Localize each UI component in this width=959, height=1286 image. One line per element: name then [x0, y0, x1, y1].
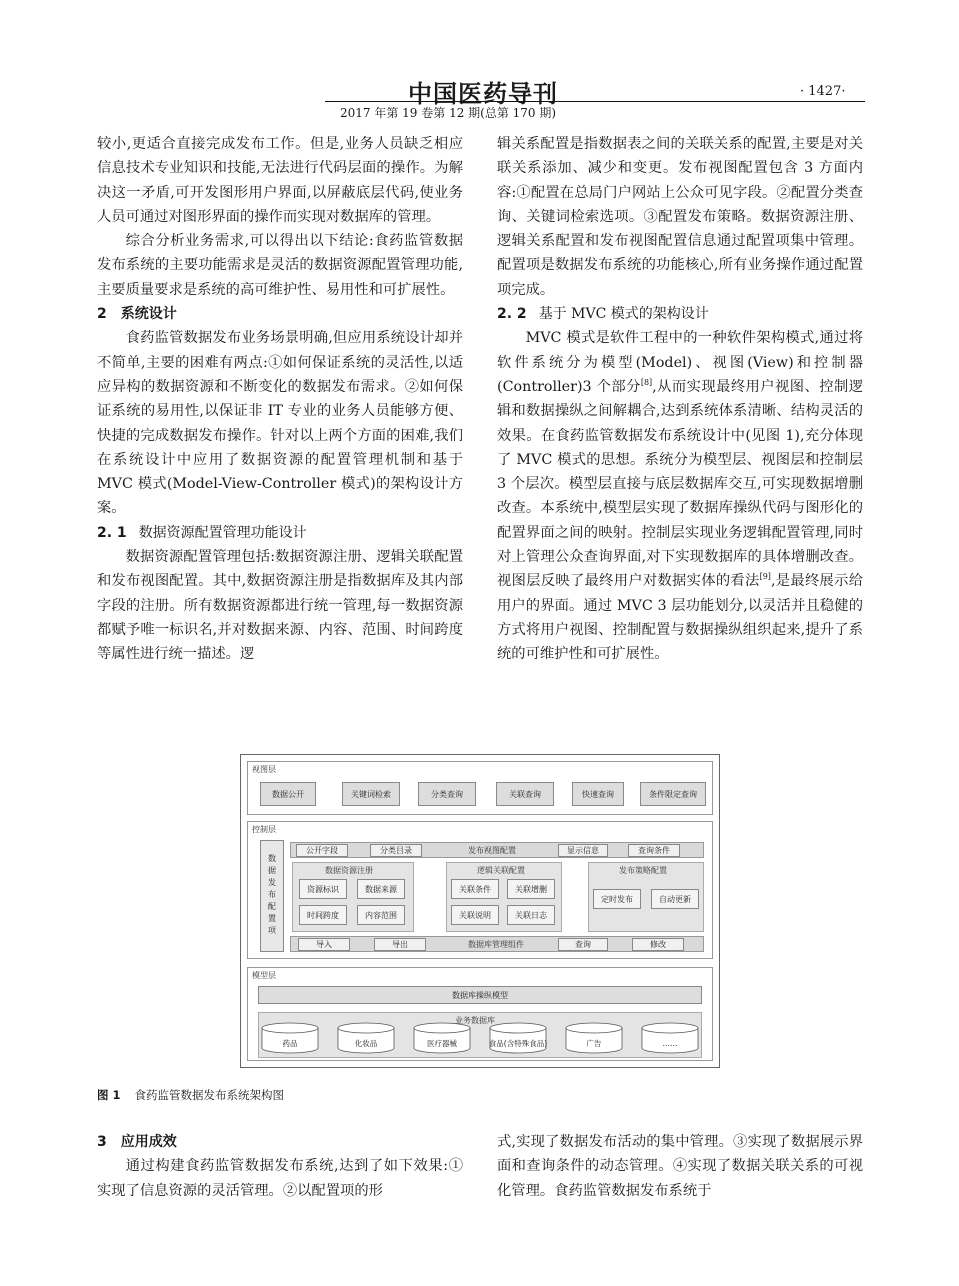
database-cylinder — [338, 1023, 394, 1053]
bottom-row-item: 导入 — [298, 938, 350, 951]
paragraph: 辑关系配置是指数据表之间的关联关系的配置,主要是对关联关系添加、减少和变更。发布视图配置包含 3 方面内容:①配置在总局门户网站上公众可见字段。②配置分类查询、关键词检索选项。③配置发布策略。数据资源注册、逻辑关系配置和发布视图配置信息通过配置项集中管理。配置项是数据发布系统的功能核心,所有业务操作通过配置项完成。 — [497, 136, 863, 298]
bottom-row-title: 数据库管理组件 — [468, 940, 524, 949]
section-heading: 3 应用成效 — [97, 1134, 177, 1150]
reg-item: 资源标识 — [299, 879, 347, 899]
bottom-row-item: 查询 — [558, 938, 608, 951]
paragraph: 综合分析业务需求,可以得出以下结论:食药监管数据发布系统的主要功能需求是灵活的数据资源配置管理功能,主要质量要求是系统的高可维护性、易用性和可扩展性。 — [97, 233, 463, 298]
paragraph: 食药监管数据发布业务场景明确,但应用系统设计却并不简单,主要的困难有两点:①如何保证系统的灵活性,以适应异构的数据资源和不断变化的数据发布需求。②如何保证系统的易用性,以保证非 IT 专业的业务人员能够方便、快捷的完成数据发布操作。针对以上两个方面的困难,我们在系统设计中应用了数据资源的配置管理机制和基于 MVC 模式(Model-View-Controller 模式)的架构设计方案。 — [97, 330, 463, 517]
database-label: 广告 — [586, 1039, 602, 1048]
section-heading: 2 系统设计 — [97, 306, 177, 323]
group-title: 数据资源注册 — [325, 866, 373, 875]
logic-item: 关联增删 — [507, 879, 555, 899]
database-cylinder — [262, 1023, 318, 1053]
config-side-label: 数据发布配置项 — [260, 840, 284, 952]
header-rule — [325, 101, 865, 102]
control-layer — [247, 821, 713, 959]
database-label: 食品(含特殊食品) — [488, 1039, 548, 1048]
paragraph: 数据资源配置管理包括:数据资源注册、逻辑关联配置和发布视图配置。其中,数据资源注册是指数据库及其内部字段的注册。所有数据资源都进行统一管理,每一数据资源都赋予唯一标识名,并对数据来源、内容、范围、时间跨度等属性进行统一描述。逻 — [97, 549, 463, 663]
subsection-number: 2. 2 — [497, 306, 527, 323]
subsection-title: 基于 MVC 模式的架构设计 — [538, 306, 709, 323]
subsection-heading — [497, 302, 863, 326]
database-cylinder — [489, 1023, 547, 1053]
group-title: 逻辑关联配置 — [477, 866, 525, 875]
paragraph — [497, 326, 863, 666]
paragraph-text: ,是最终展示给用户的界面。通过 MVC 3 层功能划分,以灵活并且稳健的方式将用户视图、控制配置与数据操纵组织起来,提升了系统的可维护性和可扩展性。 — [497, 573, 864, 663]
view-button: 条件限定查询 — [640, 782, 706, 806]
publish-strategy-group — [588, 862, 704, 932]
figure-number: 图 1 — [97, 1088, 121, 1102]
logic-association-group — [446, 862, 562, 932]
publish-item: 定时发布 — [593, 889, 641, 909]
right-column — [497, 132, 863, 667]
issue-info: 2017 年第 19 卷第 12 期(总第 170 期) — [340, 106, 557, 120]
journal-title: 中国医药导刊 — [408, 80, 558, 108]
view-layer-label: 视图层 — [252, 765, 276, 774]
database-label: 药品 — [282, 1039, 298, 1048]
paragraph-text: MVC 模式是软件工程中的一种软件架构模式,通过将软件系统分为模型(Model)、视图(View)和控制器(Controller)3 个部分 — [497, 330, 863, 395]
database-label: 医疗器械 — [427, 1039, 457, 1048]
citation[interactable]: [8] — [640, 378, 653, 388]
database-label: 化妆品 — [354, 1039, 378, 1048]
view-button: 分类查询 — [418, 782, 476, 806]
paragraph: 较小,更适合直接完成发布工作。但是,业务人员缺乏相应信息技术专业知识和技能,无法进行代码层面的操作。为解决这一矛盾,可开发图形用户界面,以屏蔽底层代码,使业务人员可通过对图形界面的操作而实现对数据库的管理。 — [97, 136, 463, 225]
model-layer-label: 模型层 — [252, 971, 276, 980]
database-cylinders — [258, 1012, 700, 1058]
top-row-item: 查询条件 — [628, 844, 680, 857]
subsection-number: 2. 1 — [97, 524, 127, 541]
section3-right — [497, 1130, 863, 1203]
view-button: 数据公开 — [260, 782, 316, 806]
database-cylinder — [642, 1023, 698, 1053]
bottom-row-item: 导出 — [374, 938, 426, 951]
subsection-heading — [97, 521, 463, 545]
top-row-item: 显示信息 — [558, 844, 608, 857]
paragraph: 式,实现了数据发布活动的集中管理。③实现了数据展示界面和查询条件的动态管理。④实现了数据关联关系的可视化管理。食药监管数据发布系统于 — [497, 1134, 863, 1199]
reg-item: 数据来源 — [357, 879, 405, 899]
logic-item: 关联条件 — [451, 879, 499, 899]
figure-caption — [97, 1087, 284, 1103]
group-title: 发布策略配置 — [619, 866, 667, 875]
view-button: 关联查询 — [496, 782, 554, 806]
view-button: 快速查询 — [572, 782, 624, 806]
citation[interactable]: [9] — [759, 572, 771, 582]
view-button: 关键词检索 — [342, 782, 400, 806]
page-number: · 1427· — [800, 84, 846, 99]
subsection-title: 数据资源配置管理功能设计 — [138, 524, 307, 541]
top-row-title: 发布视图配置 — [468, 846, 516, 855]
control-layer-label: 控制层 — [252, 825, 276, 834]
left-column — [97, 132, 463, 667]
model-layer — [247, 967, 713, 1061]
top-row-item: 分类目录 — [370, 844, 422, 857]
database-cylinder — [566, 1023, 622, 1053]
business-db-label: 业务数据库 — [455, 1016, 495, 1025]
bottom-row-item: 修改 — [632, 938, 684, 951]
top-row-item: 公开字段 — [296, 844, 348, 857]
reg-item: 内容范围 — [357, 905, 405, 925]
paragraph-text: ,从而实现最终用户视图、控制逻辑和数据操纵之间解耦合,达到系统体系清晰、结构灵活的效果。在食药监管数据发布系统设计中(见图 1),充分体现了 MVC 模式的思想。系统分为模型层、视图层和控制层 3 个层次。模型层直接与底层数据库交互,可实现数据增删改查。本系统中,模型层实现了数据库操纵代码与图形化的配置界面之间的映射。控制层实现业务逻辑配置管理,同时对上管理公众查询界面,对下实现数据库的具体增删改查。视图层反映了最终用户对数据实体的看法 — [497, 378, 863, 590]
reg-item: 时间跨度 — [299, 905, 347, 925]
database-cylinder — [414, 1023, 470, 1053]
db-operation-model: 数据库操纵模型 — [258, 986, 702, 1004]
publish-item: 自动更新 — [651, 889, 699, 909]
logic-item: 关联说明 — [451, 905, 499, 925]
architecture-figure — [240, 754, 720, 1068]
data-registration-group — [292, 862, 414, 932]
database-label: …… — [662, 1039, 678, 1048]
section3-left — [97, 1130, 463, 1203]
view-layer — [247, 761, 713, 815]
logic-item: 关联日志 — [507, 905, 555, 925]
figure-caption-text: 食药监管数据发布系统架构图 — [134, 1088, 285, 1102]
paragraph: 通过构建食药监管数据发布系统,达到了如下效果:①实现了信息资源的灵活管理。②以配置项的形 — [97, 1158, 463, 1199]
